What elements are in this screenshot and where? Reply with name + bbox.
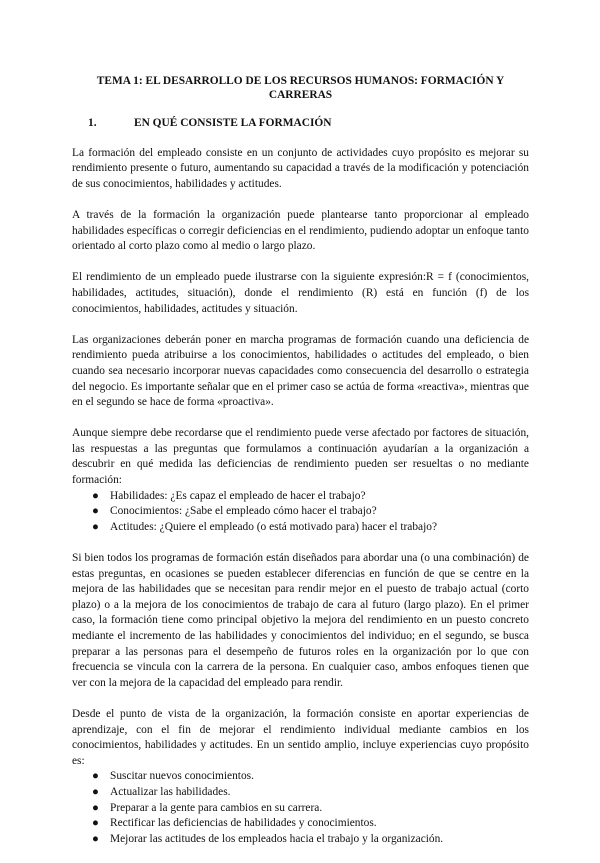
- paragraph: La formación del empleado consiste en un conjunto de actividades cuyo propósito es mejorar su rendimiento presente o futuro, aumentando su capacidad a través de la modificación y potenciación de sus conocimientos, habilidades y actitudes.: [72, 146, 529, 190]
- bullet-icon: ●: [92, 801, 99, 814]
- list-item: [72, 769, 529, 785]
- list-item: [72, 489, 529, 505]
- bullet-icon: ●: [92, 817, 99, 830]
- list-item-text: Suscitar nuevos conocimientos.: [110, 770, 254, 783]
- section-number: 1.: [88, 117, 97, 129]
- list-item: [72, 520, 529, 536]
- paragraph: A través de la formación la organización puede plantearse tanto proporcionar al empleado habilidades específicas o corregir deficiencias en el rendimiento, pudiendo adoptar un enfoque tanto orientado al corto plazo como al medio o largo plazo.: [72, 208, 529, 253]
- list-item-text: Actualizar las habilidades.: [110, 785, 231, 798]
- list-item-text: Habilidades: ¿Es capaz el empleado de hacer el trabajo?: [110, 489, 366, 502]
- bullet-icon: ●: [92, 520, 99, 533]
- list-item: [72, 801, 529, 817]
- bullet-icon: ●: [92, 832, 99, 845]
- paragraph: El rendimiento de un empleado puede ilustrarse con la siguiente expresión:R = f (conocimientos, habilidades, actitudes, situación), donde el rendimiento (R) está en función (f) de los conocimientos, habilidades, actitudes y situación.: [72, 271, 529, 315]
- list-item-text: Preparar a la gente para cambios en su carrera.: [110, 801, 323, 814]
- list-item: [72, 832, 529, 848]
- document-title: TEMA 1: EL DESARROLLO DE LOS RECURSOS HUMANOS: FORMACIÓN Y CARRERAS: [96, 75, 505, 101]
- bullet-icon: ●: [92, 785, 99, 798]
- paragraph: Las organizaciones deberán poner en marcha programas de formación cuando una deficiencia de rendimiento pueda atribuirse a los conocimientos, habilidades o actitudes del empleado, o bien cuando sea necesario incorporar nuevas capacidades como consecuencia del desarrollo o estrategia del negocio. Es importante señalar que en el primer caso se actúa de forma «reactiva», mientras que en el segundo se hace de forma «proactiva».: [72, 333, 529, 409]
- paragraph: Si bien todos los programas de formación están diseñados para abordar una (o una combinación) de estas preguntas, en ocasiones se pueden establecer diferencias en función de que se centre en la mejora de las habilidades que se necesitan para rendir mejor en el puesto de trabajo actual (corto plazo) o a la mejora de los conocimientos de trabajo de cara al futuro (largo plazo). En el primer caso, la formación tiene como principal objetivo la mejora del rendimiento en un puesto concreto mediante el incremento de las habilidades y conocimientos del individuo; en el segundo, se busca preparar a las personas para el desempeño de futuros roles en la organización por lo que con frecuencia se vincula con la carrera de la persona. En cualquier caso, ambos enfoques tienen que ver con la mejora de la capacidad del empleado para rendir.: [72, 552, 529, 689]
- section-heading-text: EN QUÉ CONSISTE LA FORMACIÓN: [134, 117, 332, 129]
- paragraph: Aunque siempre debe recordarse que el rendimiento puede verse afectado por factores de situación, las respuestas a las preguntas que formulamos a continuación ayudarían a la organización a descubrir en qué medida las deficiencias de rendimiento pueden ser resueltas o no mediante formación:: [72, 427, 529, 487]
- list-item: [72, 504, 529, 520]
- bullet-icon: ●: [92, 505, 99, 518]
- section-heading: [72, 116, 529, 132]
- list-item-text: Rectificar las deficiencias de habilidades y conocimientos.: [110, 817, 377, 830]
- list-item-text: Conocimientos: ¿Sabe el empleado cómo hacer el trabajo?: [110, 505, 377, 518]
- list-item-text: Mejorar las actitudes de los empleados hacia el trabajo y la organización.: [110, 832, 444, 845]
- bullet-icon: ●: [92, 489, 99, 502]
- purposes-list: [72, 769, 529, 847]
- document-page: [72, 75, 529, 863]
- questions-list: [72, 489, 529, 536]
- paragraph: Desde el punto de vista de la organización, la formación consiste en aportar experiencias de aprendizaje, con el fin de mejorar el rendimiento individual mediante cambios en los conocimientos, habilidades y actitudes. En un sentido amplio, incluye experiencias cuyo propósito es:: [72, 707, 529, 767]
- list-item: [72, 816, 529, 832]
- list-item: [72, 785, 529, 801]
- list-item-text: Actitudes: ¿Quiere el empleado (o está motivado para) hacer el trabajo?: [110, 520, 438, 533]
- bullet-icon: ●: [92, 770, 99, 783]
